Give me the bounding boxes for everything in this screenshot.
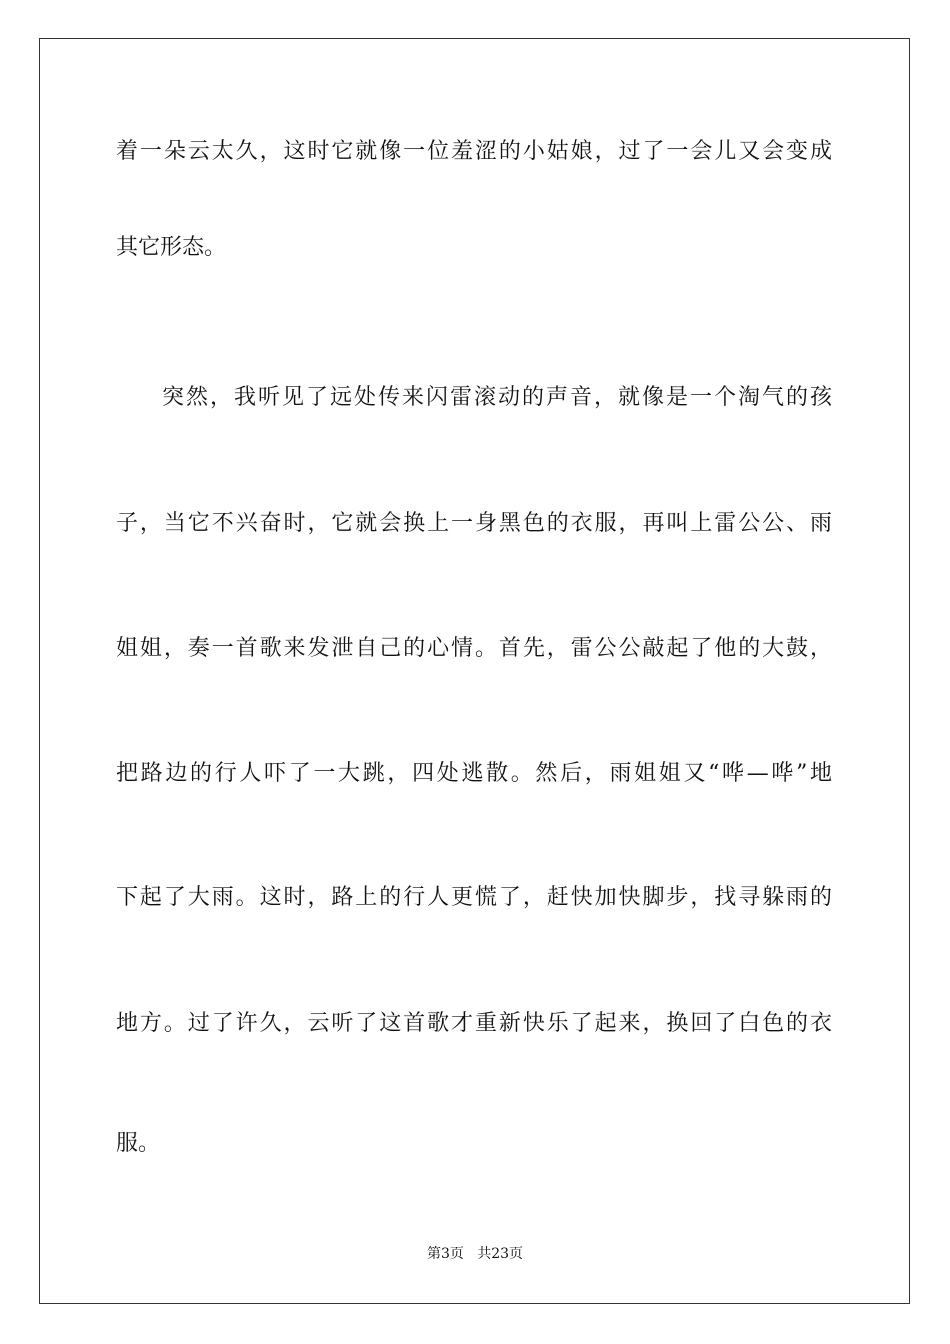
text-line-8: 地方。过了许久，云听了这首歌才重新快乐了起来，换回了白色的衣 bbox=[116, 1011, 832, 1036]
text-line-3: 突然，我听见了远处传来闪雷滚动的声音，就像是一个淘气的孩 bbox=[162, 385, 832, 410]
page-number-footer: 第3页 共23页 bbox=[426, 1246, 524, 1262]
text-line-1: 着一朵云太久，这时它就像一位羞涩的小姑娘，过了一会儿又会变成 bbox=[116, 139, 832, 164]
text-line-4: 子，当它不兴奋时，它就会换上一身黑色的衣服，再叫上雷公公、雨 bbox=[116, 511, 832, 536]
text-line-7: 下起了大雨。这时，路上的行人更慌了，赶快加快脚步，找寻躲雨的 bbox=[116, 885, 832, 910]
page-border bbox=[39, 38, 910, 1304]
text-line-5: 姐姐，奏一首歌来发泄自己的心情。首先，雷公公敲起了他的大鼓， bbox=[116, 636, 832, 661]
text-line-9: 服。 bbox=[116, 1131, 161, 1156]
text-line-6: 把路边的行人吓了一大跳，四处逃散。然后，雨姐姐又“哗—哗”地 bbox=[116, 761, 832, 786]
text-line-2: 其它形态。 bbox=[116, 235, 227, 260]
